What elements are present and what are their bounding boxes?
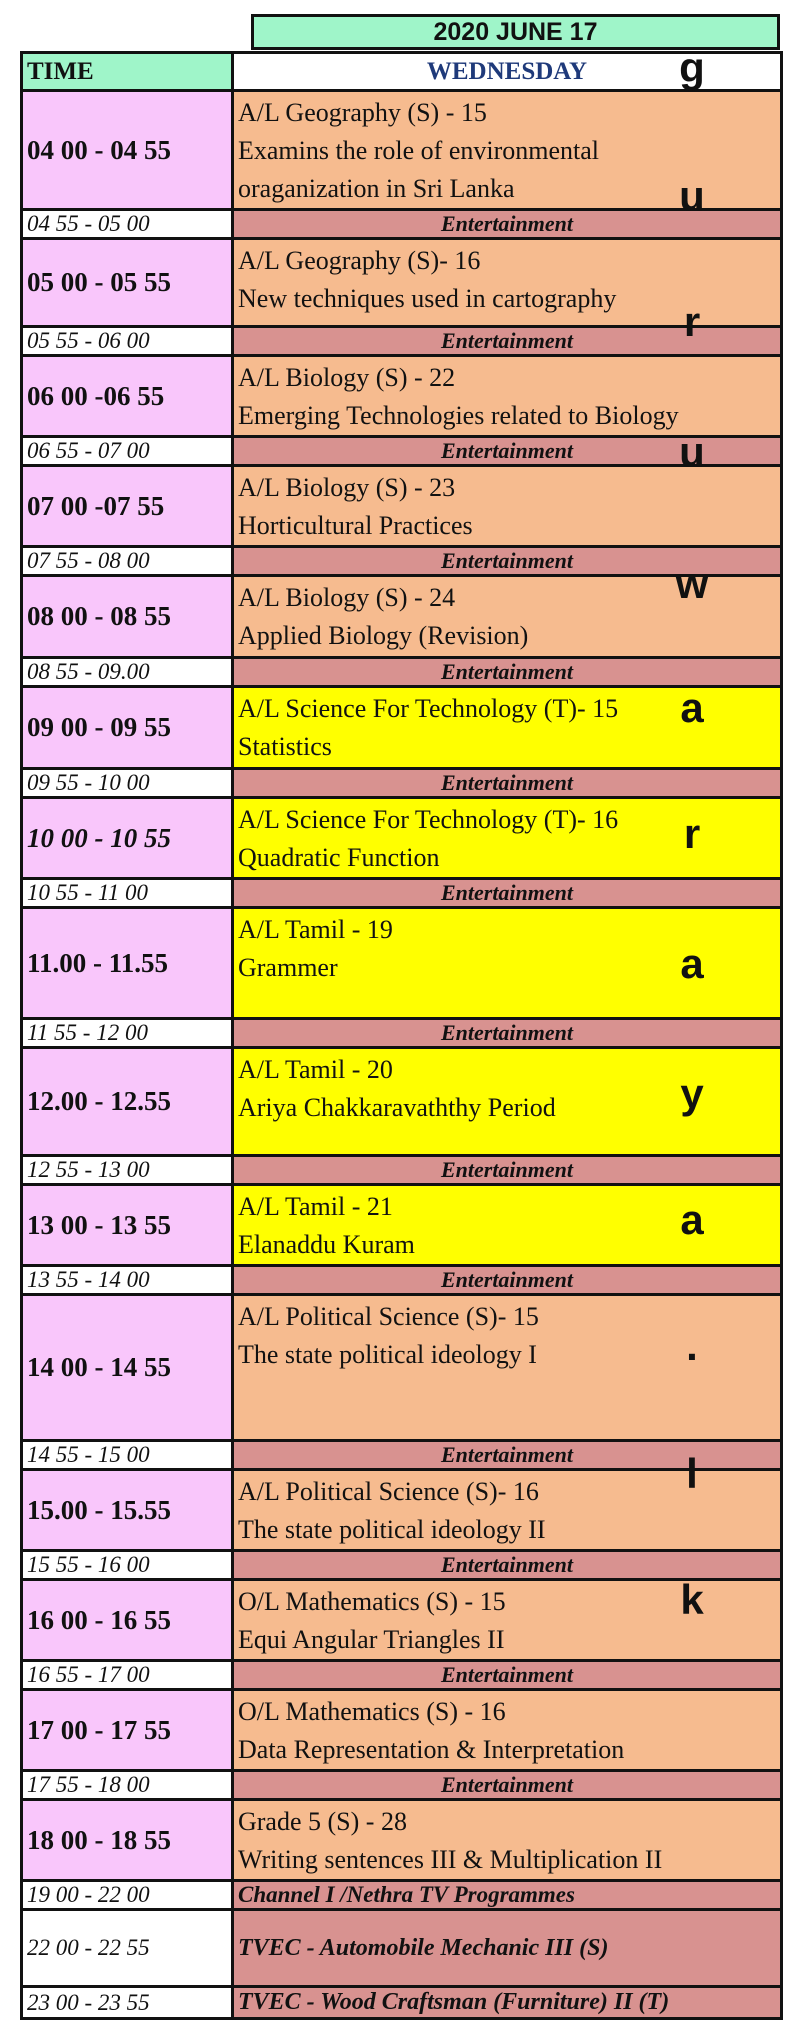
watermark-letter: l <box>686 1450 698 1497</box>
program-topic: Writing sentences III & Multiplication II <box>238 1845 663 1874</box>
table-row <box>22 437 782 466</box>
watermark-letter: r <box>683 810 701 857</box>
program-topic: Data Representation & Interpretation <box>238 1735 625 1764</box>
entertainment-cell: Entertainment <box>233 769 782 798</box>
slot-time: 14 00 - 14 55 <box>22 1295 233 1441</box>
table-row <box>22 1156 782 1185</box>
table-row <box>22 356 782 437</box>
table-row <box>22 1910 782 1987</box>
slot-time: 09 00 - 09 55 <box>22 687 233 769</box>
program-cell <box>233 356 782 437</box>
entertainment-cell: Entertainment <box>233 879 782 908</box>
table-row <box>22 1987 782 2019</box>
entertainment-cell: Entertainment <box>233 1771 782 1800</box>
watermark-letter: k <box>680 1576 704 1623</box>
program-topic: Quadratic Function <box>238 843 440 872</box>
watermark-letter: u <box>679 428 705 475</box>
program-title: Grade 5 (S) - 28 <box>238 1807 407 1836</box>
break-time: 15 55 - 16 00 <box>22 1551 233 1580</box>
program-cell <box>233 466 782 547</box>
table-row <box>22 769 782 798</box>
table-row <box>22 1048 782 1156</box>
program-topic: Elanaddu Kuram <box>238 1230 415 1259</box>
program-topic-cont: oraganization in Sri Lanka <box>238 174 515 203</box>
watermark-letter: w <box>675 560 709 607</box>
schedule-table <box>20 51 783 2020</box>
program-topic: Emerging Technologies related to Biology <box>238 401 679 430</box>
program-title: O/L Mathematics (S) - 15 <box>238 1587 506 1616</box>
program-title: A/L Political Science (S)- 16 <box>238 1477 539 1506</box>
slot-time: 05 00 - 05 55 <box>22 239 233 327</box>
program-topic: The state political ideology I <box>238 1340 537 1369</box>
day-header: WEDNESDAY <box>233 53 782 91</box>
table-row <box>22 908 782 1019</box>
slot-time: 18 00 - 18 55 <box>22 1800 233 1881</box>
break-time: 11 55 - 12 00 <box>22 1019 233 1048</box>
table-row <box>22 327 782 356</box>
entertainment-cell: Entertainment <box>233 210 782 239</box>
program-cell <box>233 1800 782 1881</box>
program-title: A/L Science For Technology (T)- 15 <box>238 694 619 723</box>
table-row <box>22 466 782 547</box>
table-row <box>22 1266 782 1295</box>
channel-programmes-cell: Channel I /Nethra TV Programmes <box>233 1881 782 1910</box>
slot-time: 17 00 - 17 55 <box>22 1690 233 1771</box>
table-row <box>22 1185 782 1266</box>
break-time: 07 55 - 08 00 <box>22 547 233 576</box>
slot-time: 13 00 - 13 55 <box>22 1185 233 1266</box>
break-time: 06 55 - 07 00 <box>22 437 233 466</box>
watermark-letter: y <box>680 1070 704 1117</box>
program-title: A/L Biology (S) - 22 <box>238 363 456 392</box>
program-title: A/L Tamil - 20 <box>238 1055 393 1084</box>
break-time: 04 55 - 05 00 <box>22 210 233 239</box>
program-topic: New techniques used in cartography <box>238 284 617 313</box>
program-title: O/L Mathematics (S) - 16 <box>238 1697 506 1726</box>
date-header: 2020 JUNE 17 <box>251 14 780 50</box>
program-title: A/L Biology (S) - 23 <box>238 473 456 502</box>
break-time: 23 00 - 23 55 <box>22 1987 233 2019</box>
slot-time: 11.00 - 11.55 <box>22 908 233 1019</box>
program-topic: Ariya Chakkaravaththy Period <box>238 1093 556 1122</box>
program-title: A/L Science For Technology (T)- 16 <box>238 805 619 834</box>
break-time: 10 55 - 11 00 <box>22 879 233 908</box>
break-time: 05 55 - 06 00 <box>22 327 233 356</box>
break-time: 19 00 - 22 00 <box>22 1881 233 1910</box>
program-title: A/L Tamil - 19 <box>238 915 393 944</box>
watermark-letter: r <box>683 298 701 345</box>
slot-time: 06 00 -06 55 <box>22 356 233 437</box>
entertainment-cell: Entertainment <box>233 1266 782 1295</box>
entertainment-cell: Entertainment <box>233 1551 782 1580</box>
watermark-letter: g <box>679 44 705 91</box>
table-row <box>22 1771 782 1800</box>
table-row <box>22 1295 782 1441</box>
break-time: 16 55 - 17 00 <box>22 1661 233 1690</box>
table-row <box>22 1661 782 1690</box>
table-row <box>22 1441 782 1470</box>
program-cell <box>233 1690 782 1771</box>
slot-time: 08 00 - 08 55 <box>22 576 233 658</box>
break-time: 09 55 - 10 00 <box>22 769 233 798</box>
table-row <box>22 1881 782 1910</box>
table-row <box>22 1800 782 1881</box>
watermark-letter: u <box>679 172 705 219</box>
watermark-letter: a <box>680 684 704 731</box>
table-row <box>22 1690 782 1771</box>
entertainment-cell: Entertainment <box>233 547 782 576</box>
program-topic: Applied Biology (Revision) <box>238 621 529 650</box>
time-column-header: TIME <box>22 53 233 91</box>
slot-time: 12.00 - 12.55 <box>22 1048 233 1156</box>
slot-time: 16 00 - 16 55 <box>22 1580 233 1661</box>
watermark-letter: . <box>686 1322 698 1369</box>
entertainment-cell: Entertainment <box>233 437 782 466</box>
break-time: 17 55 - 18 00 <box>22 1771 233 1800</box>
table-row <box>22 547 782 576</box>
tvec-programme-cell: TVEC - Automobile Mechanic III (S) <box>233 1910 782 1987</box>
entertainment-cell: Entertainment <box>233 1019 782 1048</box>
program-topic: Examins the role of environmental <box>238 136 600 165</box>
program-topic: Equi Angular Triangles II <box>238 1625 505 1654</box>
table-row <box>22 1580 782 1661</box>
slot-time: 10 00 - 10 55 <box>22 798 233 879</box>
table-row <box>22 658 782 687</box>
slot-time: 15.00 - 15.55 <box>22 1470 233 1551</box>
break-time: 22 00 - 22 55 <box>22 1910 233 1987</box>
break-time: 14 55 - 15 00 <box>22 1441 233 1470</box>
program-title: A/L Geography (S) - 15 <box>238 98 487 127</box>
watermark-letter: a <box>680 940 704 987</box>
table-row <box>22 798 782 879</box>
watermark-letter: a <box>680 1196 704 1243</box>
program-topic: The state political ideology II <box>238 1515 546 1544</box>
header-row <box>22 53 782 91</box>
tvec-programme-cell: TVEC - Wood Craftsman (Furniture) II (T) <box>233 1987 782 2019</box>
table-row <box>22 210 782 239</box>
program-topic: Grammer <box>238 953 338 982</box>
slot-time: 07 00 -07 55 <box>22 466 233 547</box>
entertainment-cell: Entertainment <box>233 1441 782 1470</box>
entertainment-cell: Entertainment <box>233 1661 782 1690</box>
program-topic: Horticultural Practices <box>238 511 473 540</box>
entertainment-cell: Entertainment <box>233 658 782 687</box>
table-row <box>22 687 782 769</box>
table-row <box>22 1470 782 1551</box>
break-time: 13 55 - 14 00 <box>22 1266 233 1295</box>
break-time: 08 55 - 09.00 <box>22 658 233 687</box>
table-row <box>22 879 782 908</box>
program-title: A/L Geography (S)- 16 <box>238 246 481 275</box>
program-title: A/L Political Science (S)- 15 <box>238 1302 539 1331</box>
table-row <box>22 1019 782 1048</box>
program-title: A/L Tamil - 21 <box>238 1192 393 1221</box>
entertainment-cell: Entertainment <box>233 1156 782 1185</box>
program-title: A/L Biology (S) - 24 <box>238 583 456 612</box>
table-row <box>22 239 782 327</box>
break-time: 12 55 - 13 00 <box>22 1156 233 1185</box>
table-row <box>22 1551 782 1580</box>
entertainment-cell: Entertainment <box>233 327 782 356</box>
slot-time: 04 00 - 04 55 <box>22 91 233 210</box>
table-row <box>22 91 782 210</box>
table-row <box>22 576 782 658</box>
program-topic: Statistics <box>238 732 332 761</box>
